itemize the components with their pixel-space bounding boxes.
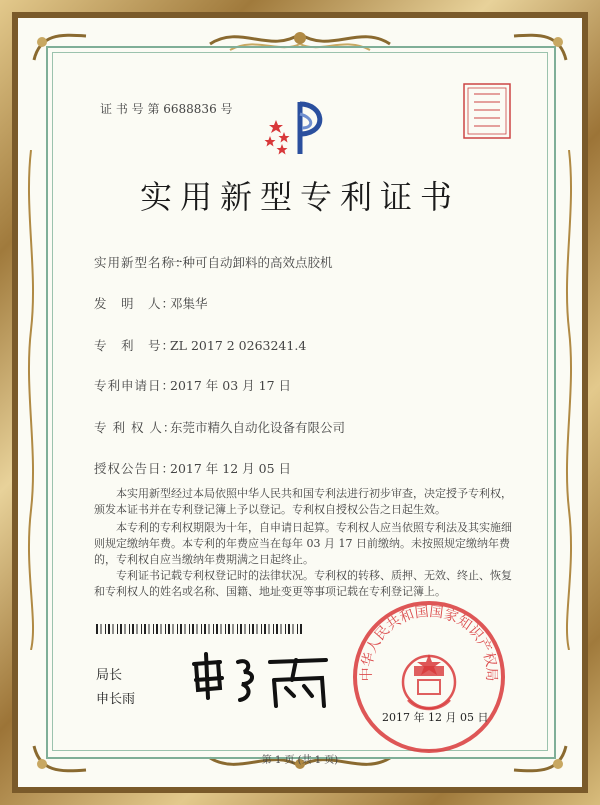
cnipa-logo-icon: [262, 98, 332, 158]
barcode-bar: [257, 624, 258, 634]
barcode-bar: [281, 624, 282, 634]
barcode-bar: [221, 624, 222, 634]
field-label: 专 利 号：: [94, 338, 176, 353]
barcode-bar: [273, 624, 274, 634]
barcode-bar: [293, 624, 294, 634]
barcode-bar: [189, 624, 190, 634]
barcode-bar: [204, 624, 206, 634]
barcode-bar: [264, 624, 266, 634]
official-seal: [352, 600, 506, 754]
barcode-bar: [249, 624, 250, 634]
barcode-bar: [209, 624, 210, 634]
barcode-bar: [285, 624, 286, 634]
left-ornament: [24, 150, 38, 650]
field-patent-number: [94, 336, 306, 354]
barcode-bar: [173, 624, 174, 634]
field-label: 实用新型名称：: [94, 255, 189, 270]
barcode-bar: [216, 624, 218, 634]
barcode-bar: [288, 624, 290, 634]
field-application-date: [94, 376, 291, 394]
barcode-bar: [225, 624, 226, 634]
barcode-bar: [153, 624, 154, 634]
barcode-bar: [177, 624, 178, 634]
barcode-bar: [132, 624, 134, 634]
corner-ornament-tl: [30, 30, 90, 64]
field-label: 发 明 人：: [94, 296, 176, 311]
barcode-bar: [233, 624, 234, 634]
barcode-bar: [201, 624, 202, 634]
barcode-bar: [113, 624, 114, 634]
barcode-bar: [276, 624, 278, 634]
barcode-bar: [105, 624, 106, 634]
barcode-bar: [237, 624, 238, 634]
paragraph-term: 本专利的专利权期限为十年，自申请日起算。专利权人应当依照专利法及其实施细则规定缴纳年费。本专利的年费应当在每年 03 月 17 日前缴纳。未按照规定缴纳年费的，专利权自应当缴纳年费期满之日起终止。: [94, 521, 512, 566]
field-grant-date: [94, 459, 291, 477]
barcode-bar: [120, 624, 122, 634]
corner-ornament-tr: [510, 30, 570, 64]
page-footer: 第 1 页 (共 1 页): [261, 755, 339, 766]
barcode-bar: [161, 624, 162, 634]
barcode-bar: [228, 624, 230, 634]
paragraph-status: 专利证书记载专利权登记时的法律状况。专利权的转移、质押、无效、终止、恢复和专利权人的姓名或名称、国籍、地址变更等事项记载在专利登记簿上。: [94, 569, 512, 598]
barcode-bar: [185, 624, 186, 634]
field-utility-model-name: [94, 253, 333, 271]
barcode: [96, 624, 306, 634]
barcode-bar: [192, 624, 194, 634]
field-value: 东莞市精久自动化设备有限公司: [170, 420, 346, 435]
barcode-bar: [240, 624, 242, 634]
field-value: 一种可自动卸料的高效点胶机: [170, 255, 333, 270]
barcode-bar: [125, 624, 126, 634]
field-patentee: [94, 418, 345, 436]
barcode-bar: [149, 624, 150, 634]
barcode-bar: [117, 624, 118, 634]
barcode-bar: [96, 624, 98, 634]
field-value: 邓集华: [170, 296, 208, 311]
field-value: 2017 年 03 月 17 日: [170, 378, 291, 393]
barcode-bar: [269, 624, 270, 634]
barcode-bar: [252, 624, 254, 634]
barcode-bar: [144, 624, 146, 634]
field-label: 专利申请日：: [94, 378, 176, 393]
director-signature: [186, 650, 336, 710]
barcode-bar: [261, 624, 262, 634]
barcode-bar: [141, 624, 142, 634]
barcode-bar: [213, 624, 214, 634]
paragraph-grant: 本实用新型经过本局依照中华人民共和国专利法进行初步审查，决定授予专利权，颁发本证书并在专利登记簿上予以登记。专利权自授权公告之日起生效。: [94, 487, 512, 516]
right-ornament: [562, 150, 576, 650]
director-title: 局长: [96, 668, 123, 683]
field-value: 2017 年 12 月 05 日: [170, 461, 291, 476]
barcode-bar: [108, 624, 110, 634]
certificate-number: 证 书 号 第 6688836 号: [100, 102, 233, 116]
seal-date: 2017 年 12 月 05 日: [382, 711, 489, 724]
barcode-bar: [197, 624, 198, 634]
barcode-bar: [156, 624, 158, 634]
barcode-bar: [129, 624, 130, 634]
barcode-bar: [245, 624, 246, 634]
barcode-bar: [165, 624, 166, 634]
field-label: 授权公告日：: [94, 461, 176, 476]
barcode-bar: [168, 624, 170, 634]
barcode-bar: [101, 624, 102, 634]
field-inventor: [94, 294, 208, 312]
field-label: 专 利 权 人：: [94, 420, 177, 435]
tax-stamp: [462, 82, 512, 140]
barcode-bar: [137, 624, 138, 634]
barcode-bar: [180, 624, 182, 634]
barcode-bar: [300, 624, 302, 634]
certificate-title: 实用新型专利证书: [139, 178, 460, 216]
director-name: 申长雨: [96, 692, 136, 707]
barcode-bar: [297, 624, 298, 634]
seal-text: 中华人民共和国国家知识产权局: [358, 603, 500, 682]
field-value: ZL 2017 2 0263241.4: [170, 338, 307, 353]
